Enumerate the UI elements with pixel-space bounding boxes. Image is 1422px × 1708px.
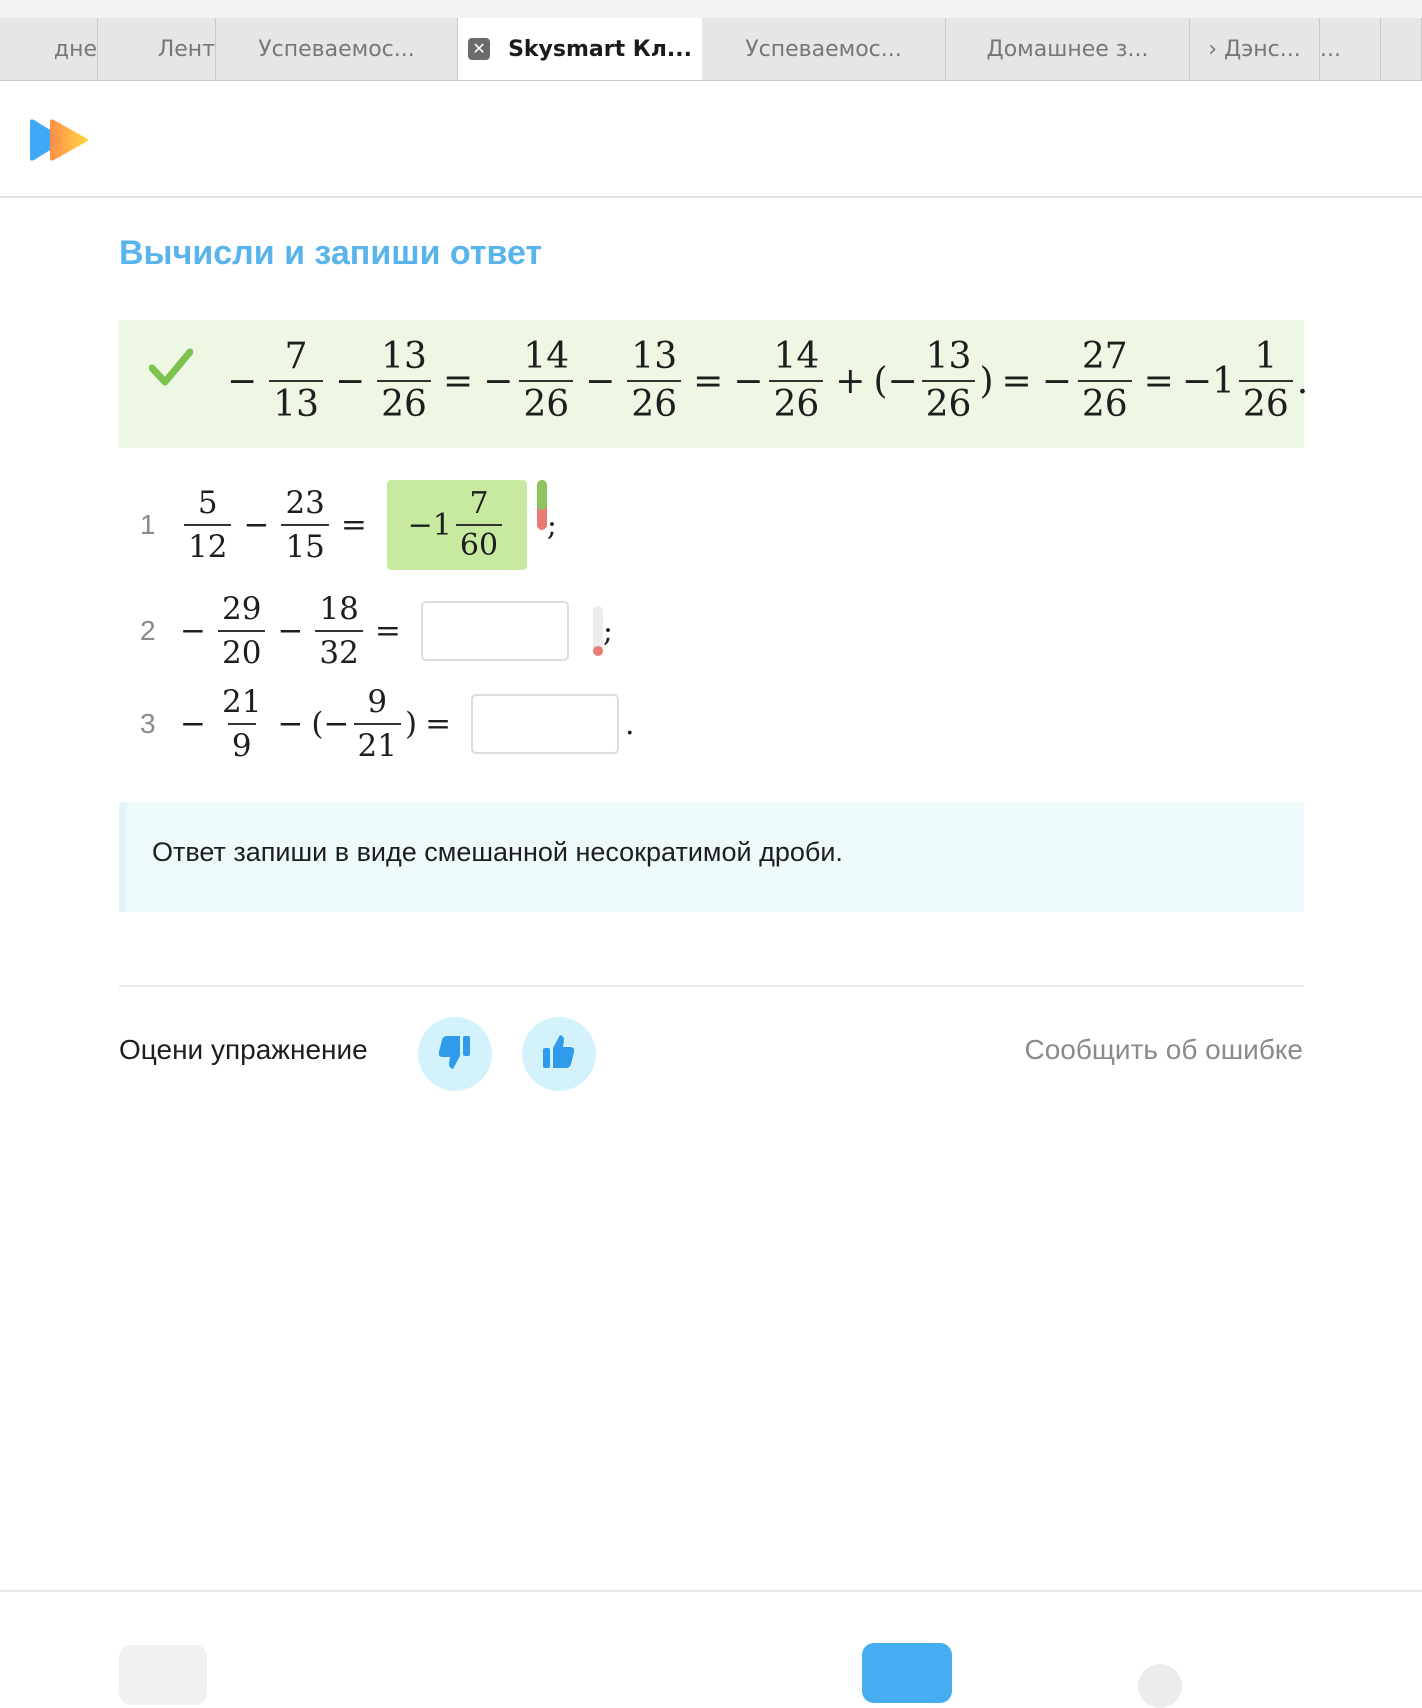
rate-exercise-label: Оцени упражнение — [119, 1034, 368, 1065]
fraction: $\frac{21}{9}$ — [218, 681, 265, 767]
example-equation: − $\frac{7}{13}$ − $\frac{13}{26}$ = − $\frac{14}{26}$ − $\frac{13}{26}$ = − $\frac{14}{26}$ + ( − $\frac{13}{26}$ ) = − $\frac{27}{26}$ = −1 $\frac{1}{26}$ . — [219, 334, 1308, 428]
tab-skysmart[interactable]: ✕ Skysmart Кл... — [458, 18, 702, 80]
task-index: 1 — [140, 509, 156, 540]
thumbs-down-icon — [435, 1032, 475, 1076]
tab-bar-border — [0, 80, 1422, 81]
fraction: $\frac{5}{12}$ — [184, 482, 231, 568]
tab-dne[interactable]: дне — [0, 18, 98, 80]
task-index: 3 — [140, 708, 156, 739]
attempt-meter — [537, 480, 547, 530]
like-button[interactable] — [522, 1017, 596, 1091]
tab-overflow[interactable]: ... — [1320, 18, 1381, 80]
task-row-2: 2 − $\frac{29}{20}$ − $\frac{18}{32}$ = ; — [140, 588, 613, 674]
attempt-meter-fill — [537, 480, 547, 510]
tab-close-icon[interactable]: ✕ — [468, 38, 490, 60]
fraction: $\frac{9}{21}$ — [354, 681, 401, 767]
fraction: $\frac{29}{20}$ — [218, 588, 265, 674]
rating-divider — [119, 985, 1304, 987]
tab-empty — [1381, 18, 1422, 80]
fraction: $\frac{13}{26}$ — [922, 334, 976, 428]
fraction: $\frac{13}{26}$ — [377, 334, 431, 428]
tab-bar-top — [0, 0, 1422, 18]
fraction: $\frac{27}{26}$ — [1078, 334, 1132, 428]
fraction: $\frac{7}{13}$ — [269, 334, 323, 428]
fraction: $\frac{13}{26}$ — [627, 334, 681, 428]
current-page-button[interactable] — [862, 1643, 952, 1703]
answer-input-3[interactable] — [471, 694, 619, 754]
report-error-link[interactable]: Сообщить об ошибке — [1024, 1034, 1303, 1065]
tab-lenta[interactable]: Лент — [98, 18, 216, 80]
answer-field-correct[interactable]: −1 $\frac{7}{60}$ — [387, 480, 527, 570]
tab-domashnee[interactable]: Домашнее з... — [946, 18, 1190, 80]
footer-divider — [0, 1590, 1422, 1592]
solved-example — [119, 320, 1309, 448]
check-icon — [149, 348, 193, 392]
tab-dens[interactable]: › Дэнс... — [1190, 18, 1320, 80]
fraction: $\frac{7}{60}$ — [456, 484, 502, 566]
fraction: $\frac{1}{26}$ — [1239, 334, 1293, 428]
prev-button[interactable] — [119, 1645, 207, 1705]
exercise-title: Вычисли и запиши ответ — [119, 234, 543, 272]
fraction: $\frac{14}{26}$ — [769, 334, 823, 428]
page-dot[interactable] — [1138, 1664, 1182, 1708]
hint-box — [119, 802, 1304, 912]
answer-input-2[interactable] — [421, 601, 569, 661]
hint-text: Ответ запиши в виде смешанной несократимой дроби. — [152, 837, 843, 867]
header-divider — [0, 196, 1422, 198]
fraction: $\frac{23}{15}$ — [281, 482, 328, 568]
fraction: $\frac{18}{32}$ — [315, 588, 362, 674]
task-row-1: 1 $\frac{5}{12}$ − $\frac{23}{15}$ = −1 $\frac{7}{60}$ ; — [140, 480, 557, 570]
tab-uspevaemost-2[interactable]: Успеваемос... — [702, 18, 946, 80]
task-row-3: 3 − $\frac{21}{9}$ − (− $\frac{9}{21}$ ) = . — [140, 681, 635, 767]
fraction: $\frac{14}{26}$ — [519, 334, 573, 428]
attempt-meter — [593, 606, 603, 656]
tab-uspevaemost-1[interactable]: Успеваемос... — [216, 18, 458, 80]
dislike-button[interactable] — [418, 1017, 492, 1091]
thumbs-up-icon — [539, 1032, 579, 1076]
browser-tab-bar — [0, 0, 1422, 81]
skysmart-play-logo-icon[interactable] — [28, 118, 90, 166]
task-index: 2 — [140, 615, 156, 646]
